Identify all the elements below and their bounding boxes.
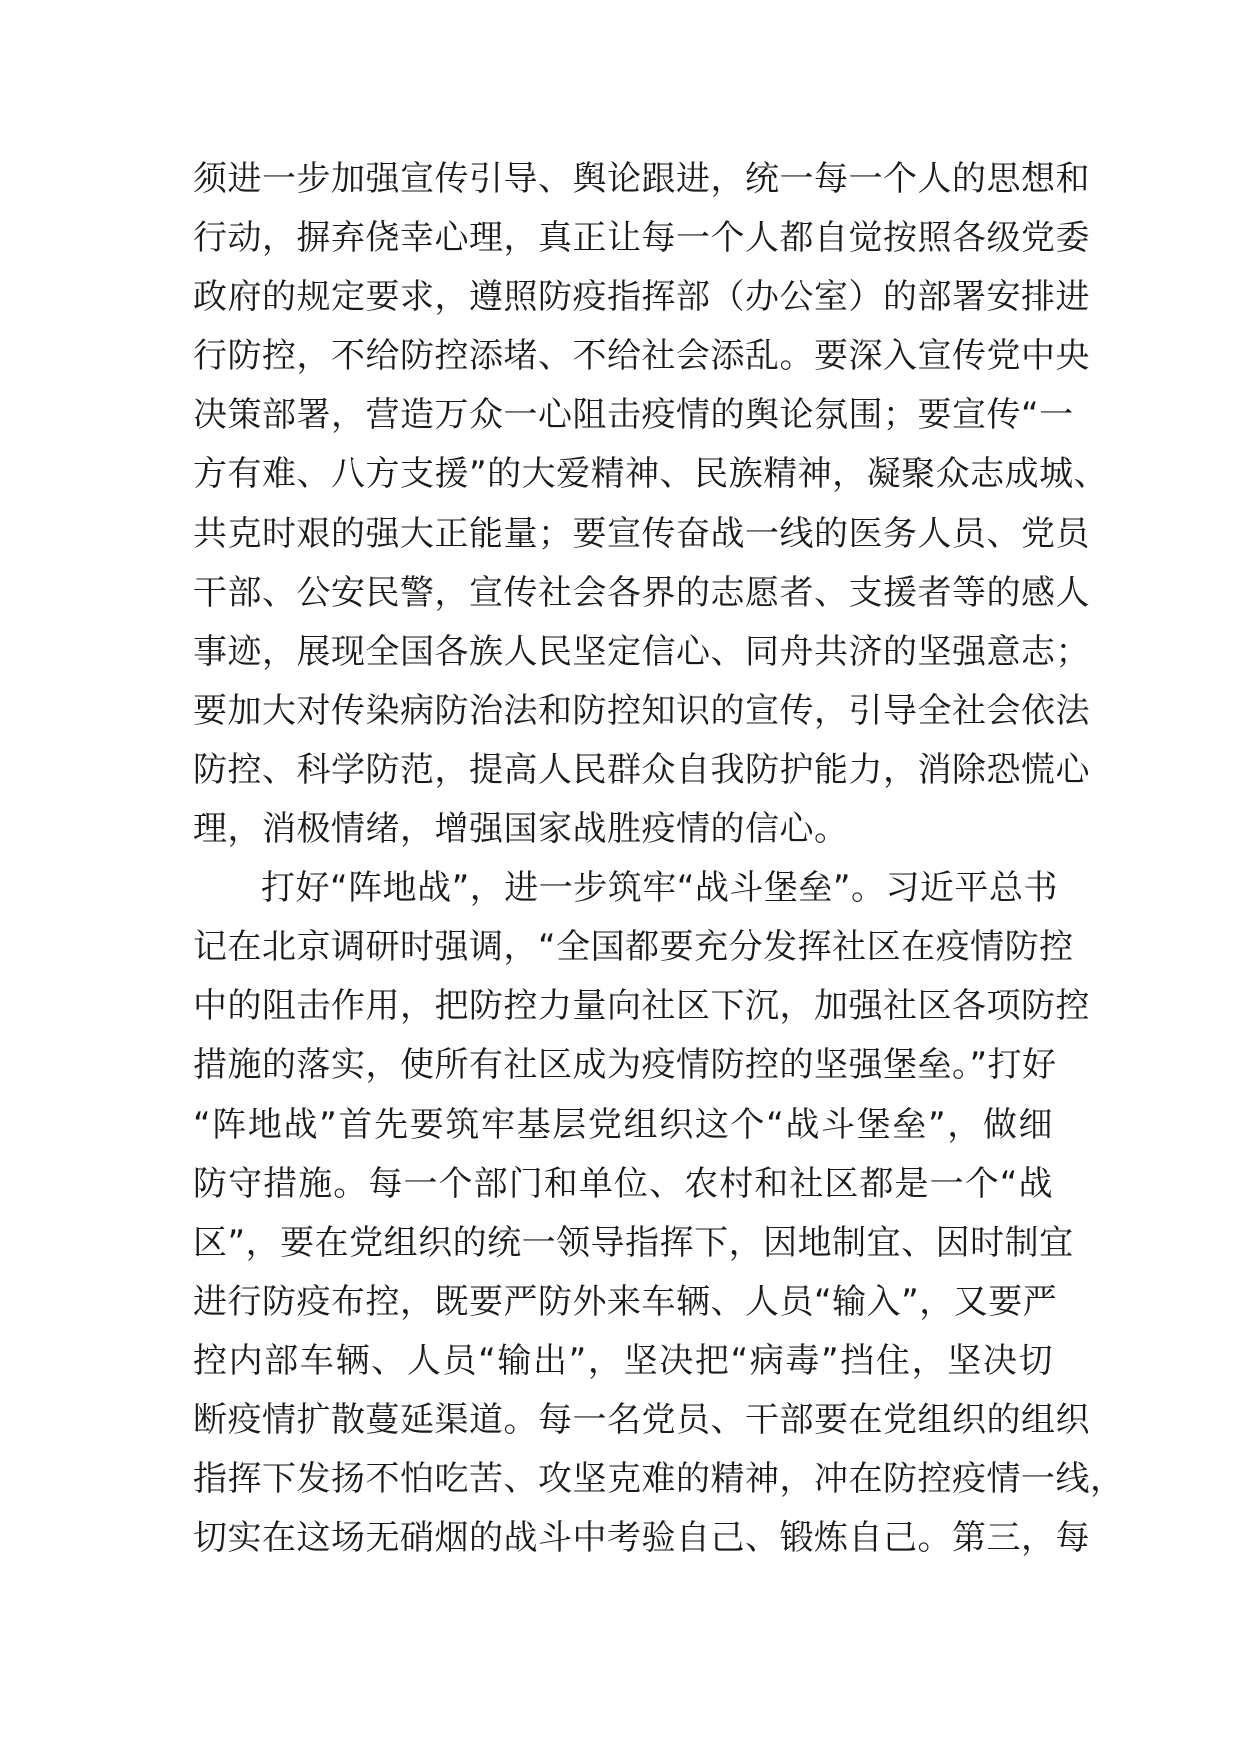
document-body <box>193 150 1125 1568</box>
text-line: 措施的落实，使所有社区成为疫情防控的坚强堡垒。”打好 <box>193 1045 1057 1086</box>
text-line: 事迹，展现全国各族人民坚定信心、同舟共济的坚强意志； <box>193 631 1090 672</box>
text-line: 决策部署，营造万众一心阻击疫情的舆论氛围；要宣传“一 <box>193 395 1074 436</box>
text-line: 理，消极情绪，增强国家战胜疫情的信心。 <box>193 809 849 850</box>
text-line: 断疫情扩散蔓延渠道。每一名党员、干部要在党组织的组织 <box>193 1399 1090 1440</box>
text-line: 中的阻击作用，把防控力量向社区下沉，加强社区各项防控 <box>193 986 1090 1027</box>
text-line: 要加大对传染病防治法和防控知识的宣传，引导全社会依法 <box>193 690 1090 731</box>
text-line: 进行防疫布控，既要严防外来车辆、人员“输入”，又要严 <box>193 1281 1058 1322</box>
text-line: 记在北京调研时强调，“全国都要充分发挥社区在疫情防控 <box>193 927 1074 968</box>
text-line: 区”，要在党组织的统一领导指挥下，因地制宜、因时制宜 <box>193 1222 1074 1263</box>
text-line: 防守措施。每一个部门和单位、农村和社区都是一个“战 <box>193 1163 1053 1204</box>
text-line: 防控、科学防范，提高人民群众自我防护能力，消除恐慌心 <box>193 749 1090 790</box>
text-line: 行防控，不给防控添堵、不给社会添乱。要深入宣传党中央 <box>193 336 1090 377</box>
text-line: 政府的规定要求，遵照防疫指挥部（办公室）的部署安排进 <box>193 277 1090 318</box>
text-line: 干部、公安民警，宣传社会各界的志愿者、支援者等的感人 <box>193 572 1090 613</box>
text-line: 切实在这场无硝烟的战斗中考验自己、锻炼自己。第三，每 <box>193 1518 1090 1559</box>
text-line: 共克时艰的强大正能量；要宣传奋战一线的医务人员、党员 <box>193 513 1090 554</box>
text-line: 控内部车辆、人员“输出”，坚决把“病毒”挡住，坚决切 <box>193 1340 1053 1381</box>
text-line: 须进一步加强宣传引导、舆论跟进，统一每一个人的思想和 <box>193 159 1090 199</box>
text-line: “阵地战”首先要筑牢基层党组织这个“战斗堡垒”，做细 <box>193 1104 1053 1145</box>
paragraph-start-line: 打好“阵地战”，进一步筑牢“战斗堡垒”。习近平总书 <box>261 868 1058 909</box>
text-line: 指挥下发扬不怕吃苦、攻坚克难的精神，冲在防控疫情一线， <box>193 1459 1125 1500</box>
text-line: 行动，摒弃侥幸心理，真正让每一个人都自觉按照各级党委 <box>193 218 1090 259</box>
text-line: 方有难、八方支援”的大爱精神、民族精神，凝聚众志成城、 <box>193 454 1109 495</box>
